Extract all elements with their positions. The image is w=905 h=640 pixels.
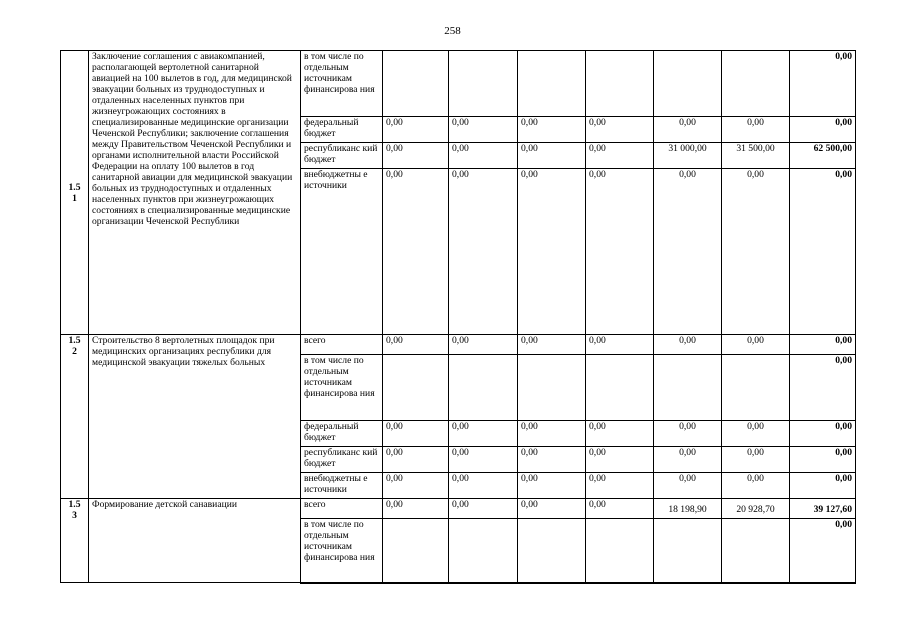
value-cell xyxy=(654,519,722,583)
value-cell: 0,00 xyxy=(722,117,790,143)
value-cell: 0,00 xyxy=(449,143,518,169)
value-cell: 0,00 xyxy=(449,421,518,447)
total-cell: 0,00 xyxy=(790,519,856,583)
funding-source: в том числе по отдельным источникам финансирова ния xyxy=(301,355,383,421)
value-cell: 0,00 xyxy=(518,169,586,335)
value-cell: 0,00 xyxy=(722,169,790,335)
value-cell: 0,00 xyxy=(654,117,722,143)
funding-source: республиканс кий бюджет xyxy=(301,447,383,473)
value-cell xyxy=(518,519,586,583)
value-cell: 0,00 xyxy=(654,421,722,447)
total-cell: 0,00 xyxy=(790,355,856,421)
value-cell: 0,00 xyxy=(722,335,790,355)
value-cell: 0,00 xyxy=(722,447,790,473)
value-cell xyxy=(586,355,654,421)
budget-table xyxy=(60,50,856,584)
value-cell: 0,00 xyxy=(586,335,654,355)
value-cell xyxy=(722,51,790,117)
total-cell: 0,00 xyxy=(790,335,856,355)
funding-source: республиканс кий бюджет xyxy=(301,143,383,169)
value-cell xyxy=(654,355,722,421)
value-cell: 0,00 xyxy=(449,499,518,519)
value-cell: 0,00 xyxy=(518,117,586,143)
value-cell xyxy=(449,355,518,421)
value-cell: 0,00 xyxy=(449,169,518,335)
total-cell: 0,00 xyxy=(790,421,856,447)
value-cell xyxy=(518,51,586,117)
value-cell: 0,00 xyxy=(654,447,722,473)
value-cell: 0,00 xyxy=(449,335,518,355)
value-cell: 0,00 xyxy=(383,335,449,355)
value-cell: 0,00 xyxy=(383,143,449,169)
total-cell: 62 500,00 xyxy=(790,143,856,169)
value-cell: 31 500,00 xyxy=(722,143,790,169)
item-code-text: 1.5 3 xyxy=(68,499,81,521)
total-cell: 39 127,60 xyxy=(790,499,856,519)
table-row xyxy=(61,335,856,355)
value-cell: 0,00 xyxy=(586,421,654,447)
value-cell: 0,00 xyxy=(383,169,449,335)
value-cell: 0,00 xyxy=(518,421,586,447)
item-description: Формирование детской санавиации xyxy=(89,499,301,583)
value-cell: 31 000,00 xyxy=(654,143,722,169)
value-cell xyxy=(722,519,790,583)
value-cell xyxy=(449,51,518,117)
total-cell: 0,00 xyxy=(790,473,856,499)
total-cell: 0,00 xyxy=(790,51,856,117)
value-cell: 0,00 xyxy=(586,143,654,169)
value-cell: 0,00 xyxy=(383,473,449,499)
value-cell: 0,00 xyxy=(383,421,449,447)
value-cell: 0,00 xyxy=(518,447,586,473)
item-code xyxy=(61,335,89,499)
funding-source: внебюджетны е источники xyxy=(301,169,383,335)
value-cell xyxy=(449,519,518,583)
funding-source: в том числе по отдельным источникам финансирова ния xyxy=(301,51,383,117)
value-cell: 0,00 xyxy=(586,499,654,519)
item-description: Строительство 8 вертолетных площадок при медицинских организациях республики для медицинской эвакуации тяжелых больных xyxy=(89,335,301,499)
item-code-text: 1.5 2 xyxy=(68,335,81,357)
value-cell xyxy=(383,51,449,117)
value-cell xyxy=(383,519,449,583)
total-cell: 0,00 xyxy=(790,447,856,473)
value-cell: 0,00 xyxy=(654,169,722,335)
funding-source: всего xyxy=(301,499,383,519)
value-cell: 0,00 xyxy=(449,473,518,499)
page-number: 258 xyxy=(444,25,461,37)
value-cell: 0,00 xyxy=(586,447,654,473)
value-cell xyxy=(586,51,654,117)
item-code xyxy=(61,499,89,583)
item-description: Заключение соглашения с авиакомпанией, располагающей вертолетной санитарной авиацией на 100 вылетов в год, для медицинской эвакуации больных из труднодоступных и отдаленных населенных пунктов при жизнеугрожающих состояниях в специализированные медицинские организации Чеченской Республики; заключение соглашения между Правительством Чеченской Республики и органами исполнительной власти Российской Федерации на оплату 100 вылетов в год санитарной авиации для медицинской эвакуации больных из труднодоступных и отдаленных населенных пунктов при жизнеугрожающих состояниях в специализированные медицинские организации Чеченской Республики xyxy=(89,51,301,335)
value-cell: 18 198,90 xyxy=(654,499,722,519)
value-cell: 0,00 xyxy=(383,447,449,473)
value-cell: 0,00 xyxy=(722,473,790,499)
value-cell xyxy=(383,355,449,421)
value-cell: 0,00 xyxy=(383,499,449,519)
value-cell: 0,00 xyxy=(449,117,518,143)
value-cell: 0,00 xyxy=(449,447,518,473)
value-cell xyxy=(654,51,722,117)
value-cell: 0,00 xyxy=(518,335,586,355)
table-row xyxy=(61,51,856,117)
value-cell: 20 928,70 xyxy=(722,499,790,519)
funding-source: всего xyxy=(301,335,383,355)
value-cell: 0,00 xyxy=(654,335,722,355)
funding-source: внебюджетны е источники xyxy=(301,473,383,499)
value-cell: 0,00 xyxy=(518,499,586,519)
total-cell: 0,00 xyxy=(790,117,856,143)
item-code xyxy=(61,51,89,335)
value-cell: 0,00 xyxy=(518,143,586,169)
item-code-text: 1.5 1 xyxy=(68,181,81,204)
value-cell: 0,00 xyxy=(586,473,654,499)
total-cell: 0,00 xyxy=(790,169,856,335)
value-cell: 0,00 xyxy=(586,117,654,143)
value-cell xyxy=(722,355,790,421)
value-cell: 0,00 xyxy=(586,169,654,335)
table-row xyxy=(61,499,856,519)
value-cell: 0,00 xyxy=(722,421,790,447)
funding-source: в том числе по отдельным источникам финансирова ния xyxy=(301,519,383,583)
value-cell: 0,00 xyxy=(518,473,586,499)
value-cell: 0,00 xyxy=(383,117,449,143)
funding-source: федеральный бюджет xyxy=(301,421,383,447)
value-cell: 0,00 xyxy=(654,473,722,499)
value-cell xyxy=(586,519,654,583)
funding-source: федеральный бюджет xyxy=(301,117,383,143)
value-cell xyxy=(518,355,586,421)
